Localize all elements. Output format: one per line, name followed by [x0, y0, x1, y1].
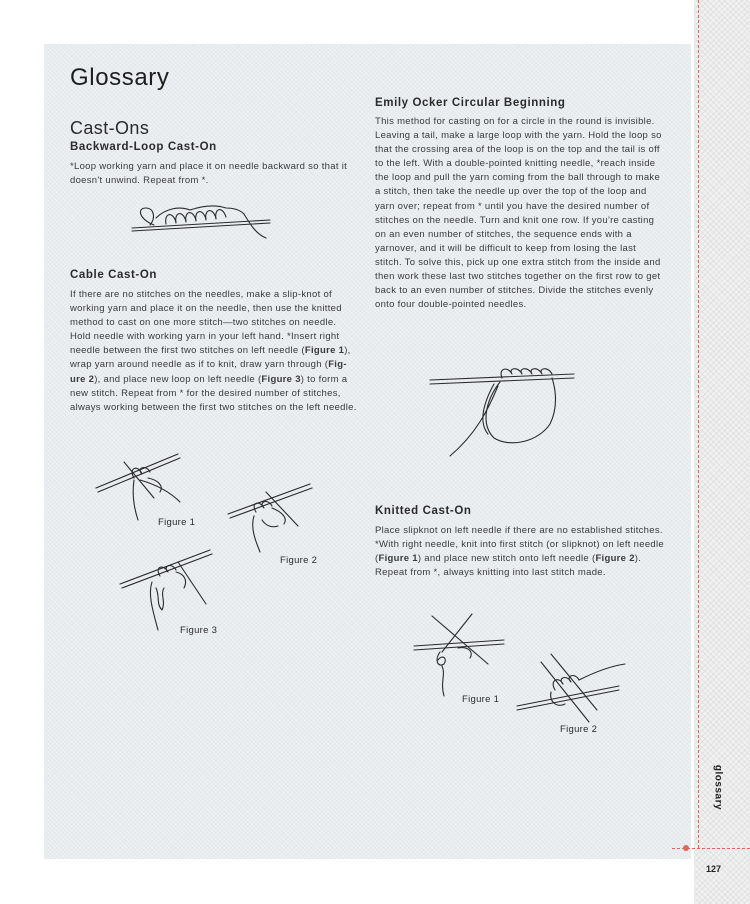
- knitted-figure-2-label: Figure 2: [560, 724, 598, 735]
- knitted-cast-on-heading: Knitted Cast-On: [375, 505, 472, 517]
- emily-ocker-text: This method for casting on for a circle in the round is invisible. Leaving a tail, make a large loop with the yarn. Hold the loop so that the crossing area of the loop is on the top and the tail is off to the left. With a double-pointed knitting needle, *reach inside the loop and pull the yarn coming from the ball through to make a stitch, then take the needle up over the top of the loop and yarn over; repeat from * until you have the desired number of stitches on the needle. Turn and knit one row. If you're casting on an even number of stitches, the sequence ends with a yarnover, and it will be difficult to keep from losing the last stitch. To solve this, pick up one extra stitch from the inside and then work these last two stitches together on the first row to get back to an even number of stitches. Divide the stitches evenly onto four double-pointed needles.: [375, 116, 662, 311]
- backward-loop-heading: Backward-Loop Cast-On: [70, 141, 217, 153]
- tab-dashed-line-vertical: [698, 0, 699, 848]
- cast-ons-heading: Cast-Ons: [70, 118, 150, 138]
- cable-figure-3-illustration: [118, 548, 222, 632]
- cable-cast-on-text: If there are no stitches on the needles, make a slip-knot of working yarn and place it on the needle, then use the knitted method to cast on one more stitch—two stitches on needle. Hold needle with working yarn in your left hand. *Insert right needle between the first two stitches on left needle (Figure 1), wrap yarn around needle as if to knit, draw yarn through (Fig-ure 2), and place new loop on left needle (Figure 3) to form a new stitch. Repeat from * for the desired number of stitches, always working between the first two stitches on the left needle.: [70, 289, 357, 413]
- cable-figure-3-label: Figure 3: [180, 625, 218, 636]
- knitted-figure-1-illustration: [412, 612, 512, 698]
- cable-figure-2-label: Figure 2: [280, 555, 318, 566]
- cable-cast-on-heading: Cable Cast-On: [70, 269, 158, 281]
- knitted-figure-1-label: Figure 1: [462, 694, 500, 705]
- emily-ocker-heading: Emily Ocker Circular Beginning: [375, 97, 566, 109]
- cable-figure-2-illustration: [226, 482, 326, 556]
- knitted-cast-on-text: Place slipknot on left needle if there are no established stitches. *With right needle, knit into first stitch (or slipknot) on left needle (Figure 1) and place new stitch onto left needle (Figure 2). Repeat from *, always knitting into last stitch made.: [375, 525, 665, 579]
- cable-figure-1-illustration: [94, 450, 194, 524]
- tab-marker-dot: [683, 845, 689, 851]
- side-tab-label: glossary: [712, 764, 724, 811]
- page-title: Glossary: [70, 64, 170, 91]
- emily-ocker-illustration: [428, 364, 578, 460]
- backward-loop-text: *Loop working yarn and place it on needle backward so that it doesn't unwind. Repeat from *.: [70, 161, 348, 187]
- backward-loop-illustration: [126, 198, 276, 238]
- cable-figure-1-label: Figure 1: [158, 517, 196, 528]
- knitted-figure-2-illustration: [515, 650, 627, 726]
- page-number: 127: [706, 864, 722, 874]
